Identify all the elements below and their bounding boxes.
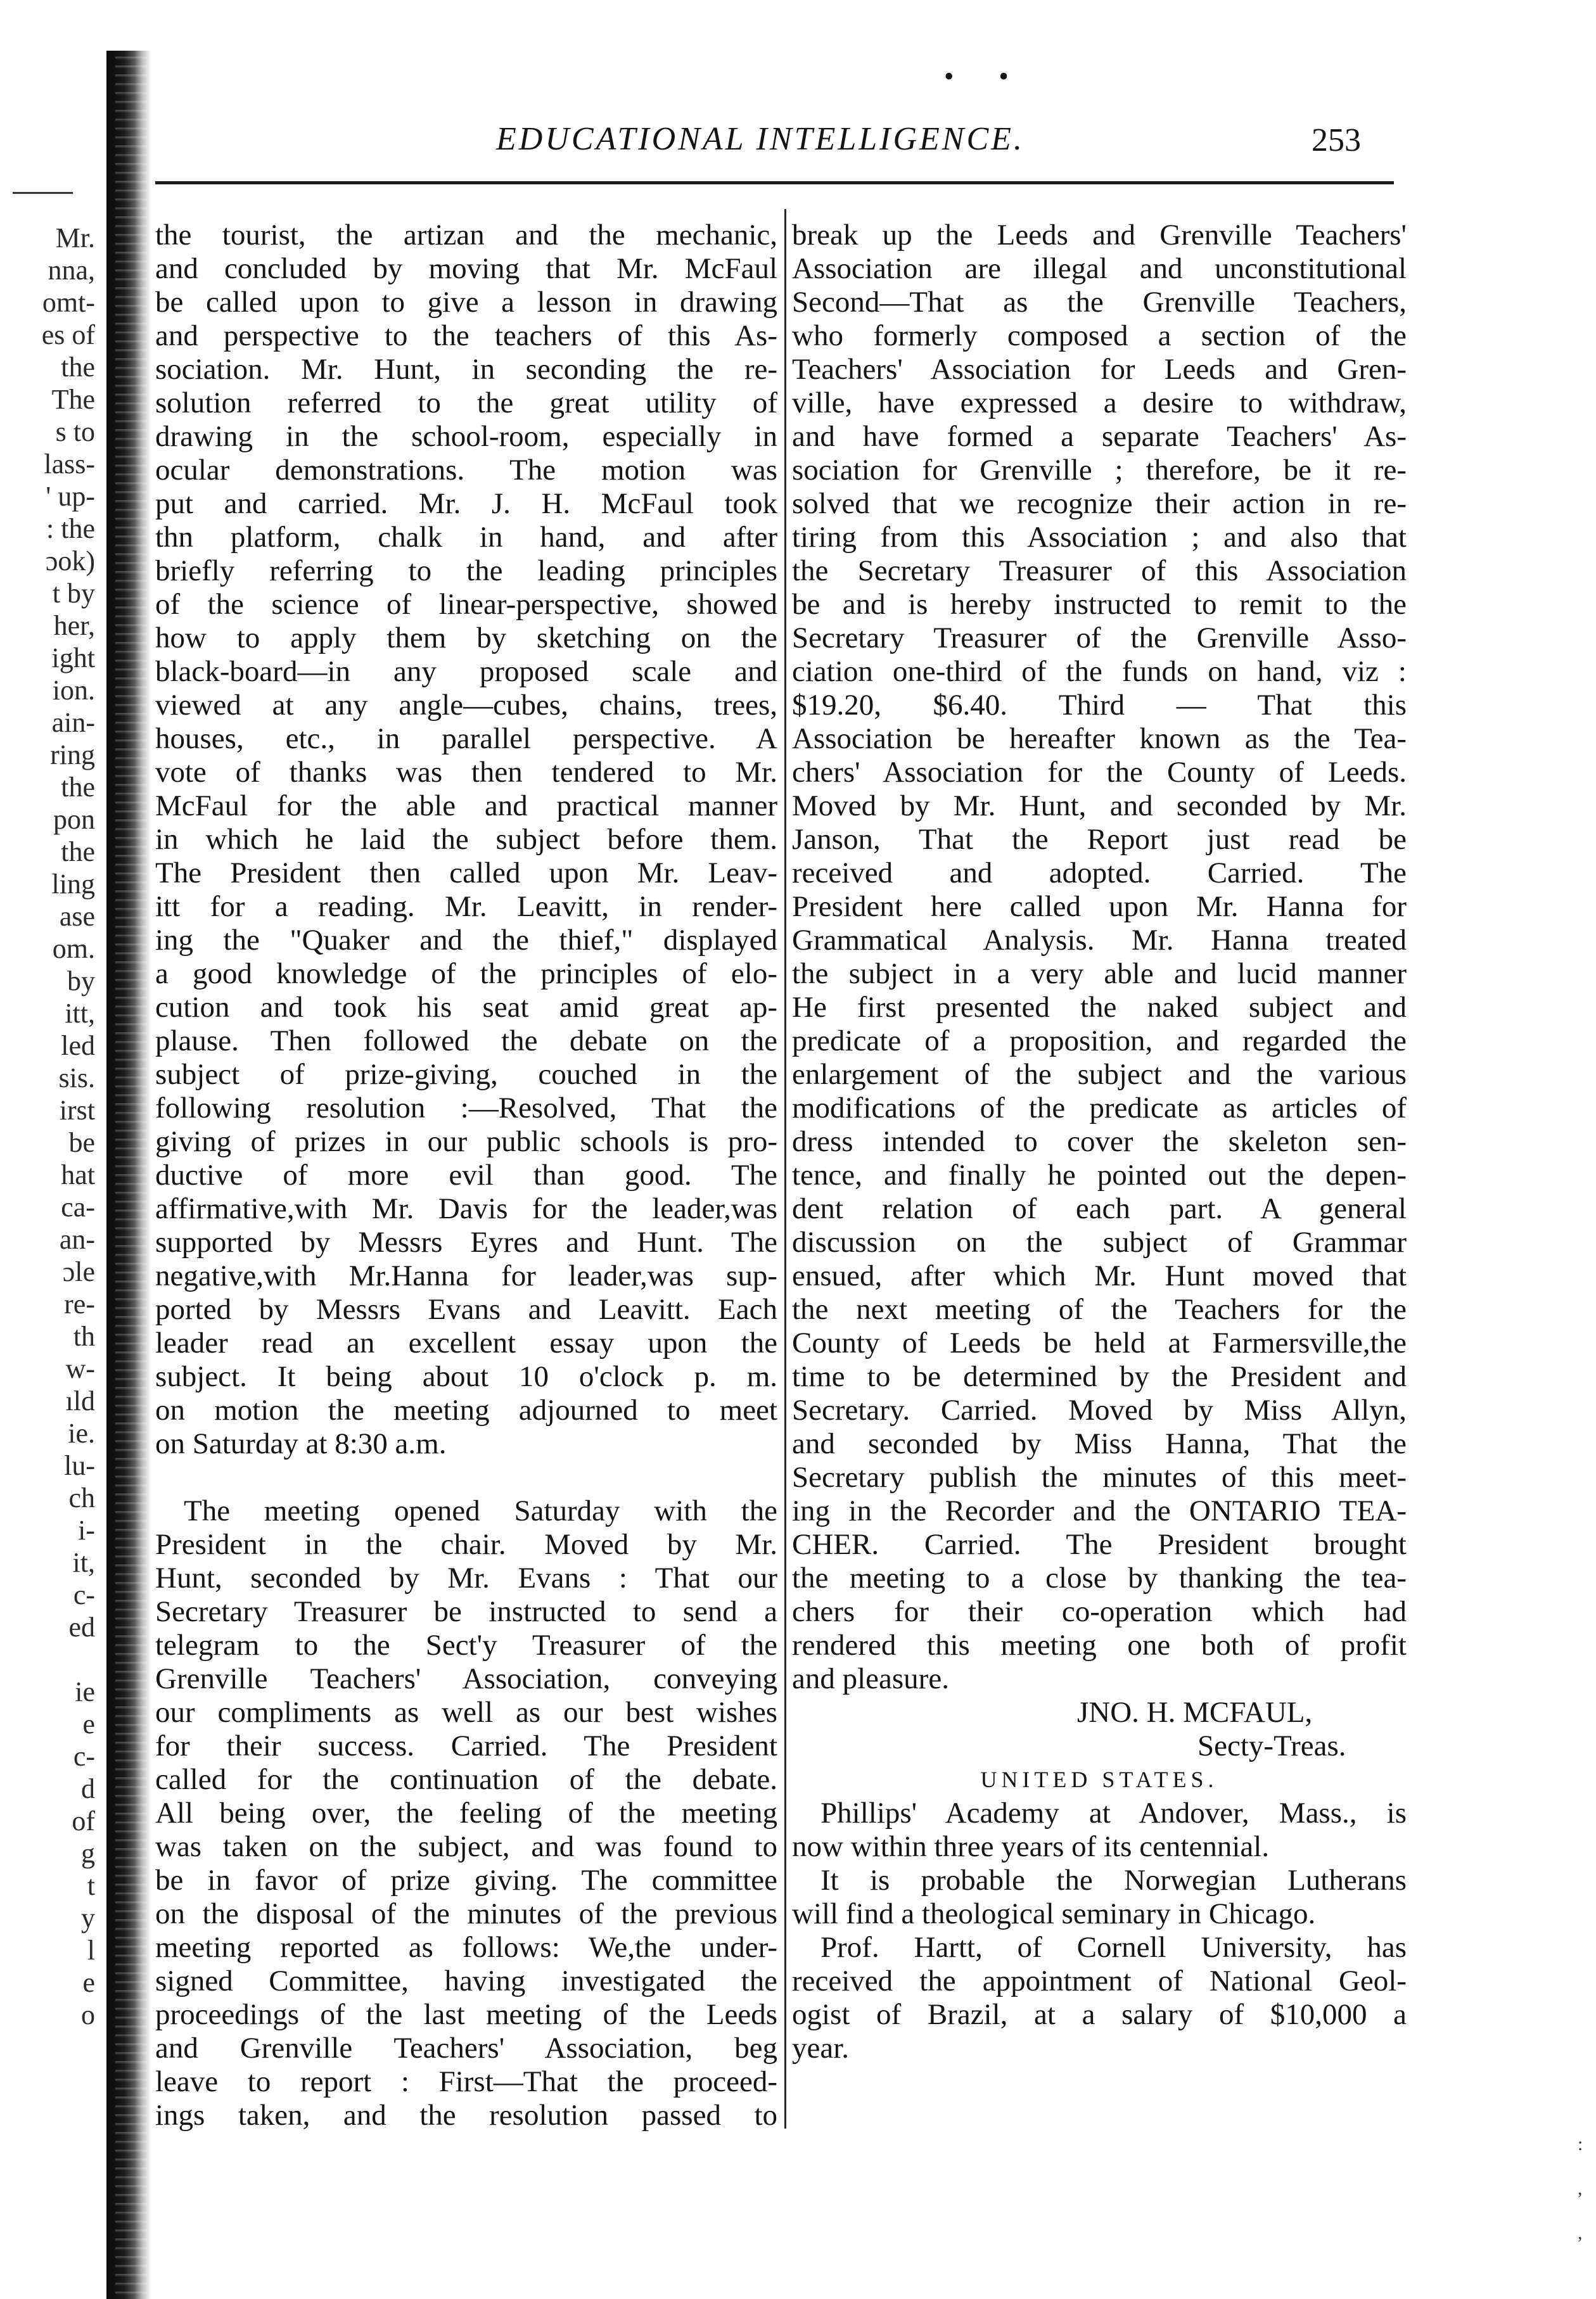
facing-page-fragment: i- bbox=[78, 1515, 95, 1546]
text-line: now within three years of its centennial. bbox=[792, 1830, 1270, 1863]
text-line: ings taken, and the resolution passed to bbox=[155, 2099, 777, 2132]
text-line: ductive of more evil than good. The bbox=[155, 1159, 777, 1192]
facing-page-fragment: of bbox=[72, 1805, 95, 1837]
facing-page-fragment: her, bbox=[53, 610, 95, 641]
text-line: ville, have expressed a desire to withdraw, bbox=[792, 386, 1407, 419]
facing-page-fragment: ıld bbox=[65, 1385, 95, 1417]
text-line: Hunt, seconded by Mr. Evans : That our bbox=[155, 1562, 777, 1595]
facing-page-fragment: The bbox=[51, 384, 95, 415]
facing-page-fragment: ase bbox=[59, 901, 95, 932]
facing-page-fragment: c- bbox=[73, 1741, 95, 1772]
text-line: subject. It being about 10 o'clock p. m. bbox=[155, 1360, 777, 1393]
text-column-left bbox=[155, 219, 777, 2132]
facing-page-fragment: e bbox=[82, 1709, 95, 1740]
text-line: and seconded by Miss Hanna, That the bbox=[792, 1427, 1407, 1460]
facing-page-fragment: lu- bbox=[64, 1450, 95, 1481]
facing-page-fragment: be bbox=[68, 1127, 95, 1158]
text-line: the subject in a very able and lucid manner bbox=[792, 957, 1407, 990]
facing-page-fragment: d bbox=[81, 1773, 95, 1804]
facing-page-fragment: the bbox=[61, 836, 95, 867]
text-line: on motion the meeting adjourned to meet bbox=[155, 1394, 777, 1427]
facing-page-fragment: hat bbox=[61, 1159, 95, 1190]
text-line: Secretary publish the minutes of this meet- bbox=[792, 1461, 1407, 1494]
facing-page-fragment: om. bbox=[52, 933, 95, 964]
text-line: in which he laid the subject before them. bbox=[155, 823, 777, 856]
text-line: giving of prizes in our public schools is pro- bbox=[155, 1125, 777, 1158]
facing-page-fragment: itt, bbox=[65, 998, 95, 1029]
text-line: the tourist, the artizan and the mechanic, bbox=[155, 219, 777, 252]
facing-page-fragment: ch bbox=[68, 1482, 95, 1513]
text-line: Teachers' Association for Leeds and Gren- bbox=[792, 353, 1407, 386]
facing-page-fragment: re- bbox=[64, 1289, 95, 1320]
text-line: McFaul for the able and practical manner bbox=[155, 789, 777, 822]
text-line: CHER. Carried. The President brought bbox=[792, 1528, 1407, 1561]
text-line: on Saturday at 8:30 a.m. bbox=[155, 1427, 447, 1460]
facing-page-fragment: s to bbox=[55, 416, 95, 447]
signature-line: Secty-Treas. bbox=[1197, 1729, 1346, 1762]
text-line: Janson, That the Report just read be bbox=[792, 823, 1407, 856]
header-rule bbox=[155, 181, 1394, 184]
column-divider bbox=[784, 209, 786, 2129]
text-line: tiring from this Association ; and also that bbox=[792, 521, 1407, 554]
text-line: Association are illegal and unconstitutional bbox=[792, 252, 1407, 285]
text-line: chers' Association for the County of Leeds. bbox=[792, 756, 1407, 789]
facing-page-fragment: t bbox=[87, 1870, 95, 1901]
text-line: time to be determined by the President and bbox=[792, 1360, 1407, 1393]
text-line: on the disposal of the minutes of the previous bbox=[155, 1897, 777, 1930]
text-line: the Secretary Treasurer of this Association bbox=[792, 554, 1407, 587]
text-line: be called upon to give a lesson in drawing bbox=[155, 286, 777, 319]
text-line: of the science of linear-perspective, showed bbox=[155, 588, 777, 621]
facing-page-fragment: led bbox=[61, 1030, 95, 1061]
text-line: briefly referring to the leading principles bbox=[155, 554, 777, 587]
text-line: year. bbox=[792, 2032, 850, 2065]
text-line: ing the "Quaker and the thief," displayed bbox=[155, 924, 777, 957]
text-line: discussion on the subject of Grammar bbox=[792, 1226, 1407, 1259]
text-line: received and adopted. Carried. The bbox=[792, 857, 1407, 889]
facing-page-fragment: ain- bbox=[51, 707, 95, 738]
text-line: be in favor of prize giving. The committee bbox=[155, 1864, 777, 1897]
text-line: break up the Leeds and Grenville Teachers' bbox=[792, 219, 1407, 252]
text-line: enlargement of the subject and the various bbox=[792, 1058, 1407, 1091]
text-line: be and is hereby instructed to remit to the bbox=[792, 588, 1407, 621]
facing-page-fragment: omt- bbox=[42, 287, 95, 318]
text-line: a good knowledge of the principles of elo- bbox=[155, 957, 777, 990]
facing-page-fragment: c- bbox=[73, 1579, 95, 1610]
text-line: Phillips' Academy at Andover, Mass., is bbox=[820, 1797, 1407, 1830]
text-line: dress intended to cover the skeleton sen- bbox=[792, 1125, 1407, 1158]
text-line: subject of prize-giving, couched in the bbox=[155, 1058, 777, 1091]
text-line: President here called upon Mr. Hanna for bbox=[792, 890, 1407, 923]
text-line: will find a theological seminary in Chicago. bbox=[792, 1897, 1316, 1930]
text-line: affirmative,with Mr. Davis for the leader,was bbox=[155, 1192, 777, 1225]
text-line: our compliments as well as our best wishes bbox=[155, 1696, 777, 1729]
text-line: leader read an excellent essay upon the bbox=[155, 1327, 777, 1360]
text-line: thn platform, chalk in hand, and after bbox=[155, 521, 777, 554]
text-column-right bbox=[792, 219, 1407, 2065]
text-line: drawing in the school-room, especially in bbox=[155, 420, 777, 453]
text-line: ogist of Brazil, at a salary of $10,000 a bbox=[792, 1998, 1407, 2031]
text-line: The meeting opened Saturday with the bbox=[184, 1494, 777, 1527]
text-line: Grenville Teachers' Association, conveying bbox=[155, 1662, 777, 1695]
text-line: vote of thanks was then tendered to Mr. bbox=[155, 756, 777, 789]
text-line: $19.20, $6.40. Third — That this bbox=[792, 689, 1407, 722]
text-line: Moved by Mr. Hunt, and seconded by Mr. bbox=[792, 789, 1407, 822]
text-line: Secretary Treasurer of the Grenville Asso- bbox=[792, 621, 1407, 654]
text-line: itt for a reading. Mr. Leavitt, in render- bbox=[155, 890, 777, 923]
text-line: and Grenville Teachers' Association, beg bbox=[155, 2032, 777, 2065]
text-line: sociation for Grenville ; therefore, be it re- bbox=[792, 454, 1407, 487]
text-line: the next meeting of the Teachers for the bbox=[792, 1293, 1407, 1326]
text-line: who formerly composed a section of the bbox=[792, 319, 1407, 352]
text-line: Grammatical Analysis. Mr. Hanna treated bbox=[792, 924, 1407, 957]
text-line: dent relation of each part. A general bbox=[792, 1192, 1407, 1225]
facing-page-fragment: o bbox=[81, 1999, 95, 2030]
text-line: how to apply them by sketching on the bbox=[155, 621, 777, 654]
text-line: rendered this meeting one both of profit bbox=[792, 1629, 1407, 1662]
text-line: following resolution :—Resolved, That the bbox=[155, 1092, 777, 1124]
text-line: telegram to the Sect'y Treasurer of the bbox=[155, 1629, 777, 1662]
page-number: 253 bbox=[1312, 122, 1361, 158]
text-line: plause. Then followed the debate on the bbox=[155, 1024, 777, 1057]
facing-page-fragment: it, bbox=[72, 1547, 95, 1578]
text-line: Secretary Treasurer be instructed to send a bbox=[155, 1595, 777, 1628]
facing-page-bleed bbox=[0, 222, 95, 2031]
facing-page-fragment: irst bbox=[59, 1095, 95, 1126]
text-line: put and carried. Mr. J. H. McFaul took bbox=[155, 487, 777, 520]
facing-page-fragment: ɔok) bbox=[45, 545, 95, 576]
text-line: black-board—in any proposed scale and bbox=[155, 655, 777, 688]
facing-page-fragment: ie bbox=[75, 1676, 95, 1707]
facing-page-fragment bbox=[0, 1643, 95, 1676]
facing-page-fragment: ring bbox=[50, 739, 95, 770]
facing-page-fragment: y bbox=[81, 1902, 95, 1933]
running-header-title: EDUCATIONAL INTELLIGENCE. bbox=[496, 121, 1025, 157]
facing-page-fragment: e bbox=[82, 1967, 95, 1998]
facing-page-fragment: ie. bbox=[68, 1418, 95, 1449]
facing-page-fragment: pon bbox=[53, 804, 95, 835]
text-line: predicate of a proposition, and regarded the bbox=[792, 1024, 1407, 1057]
facing-page-fragment: ling bbox=[51, 869, 95, 900]
text-line: and have formed a separate Teachers' As- bbox=[792, 420, 1407, 453]
text-line: meeting reported as follows: We,the under- bbox=[155, 1931, 777, 1964]
text-line: negative,with Mr.Hanna for leader,was sup- bbox=[155, 1259, 777, 1292]
text-line bbox=[155, 1461, 777, 1494]
text-line: He first presented the naked subject and bbox=[792, 991, 1407, 1024]
section-heading: UNITED STATES. bbox=[980, 1767, 1218, 1792]
facing-page-fragment: nna, bbox=[48, 255, 95, 286]
text-line: solved that we recognize their action in re- bbox=[792, 487, 1407, 520]
facing-page-fragment: th bbox=[73, 1321, 95, 1352]
text-line: supported by Messrs Eyres and Hunt. The bbox=[155, 1226, 777, 1259]
facing-page-fragment: Mr. bbox=[55, 222, 95, 253]
signature-line: JNO. H. MCFAUL, bbox=[1077, 1696, 1313, 1729]
facing-page-fragment: t by bbox=[52, 578, 95, 609]
text-line: Prof. Hartt, of Cornell University, has bbox=[820, 1931, 1407, 1964]
facing-page-fragment: ight bbox=[51, 642, 95, 673]
text-line: and perspective to the teachers of this As- bbox=[155, 319, 777, 352]
text-line: ing in the Recorder and the ONTARIO TEA- bbox=[792, 1494, 1407, 1527]
text-line: for their success. Carried. The President bbox=[155, 1729, 777, 1762]
facing-page-fragment: w- bbox=[65, 1353, 95, 1384]
facing-page-fragment: ion. bbox=[52, 675, 95, 706]
text-line: ensued, after which Mr. Hunt moved that bbox=[792, 1259, 1407, 1292]
text-line: The President then called upon Mr. Leav- bbox=[155, 857, 777, 889]
text-line: and concluded by moving that Mr. McFaul bbox=[155, 252, 777, 285]
text-line: chers for their co-operation which had bbox=[792, 1595, 1407, 1628]
text-line: All being over, the feeling of the meeting bbox=[155, 1797, 777, 1830]
text-line: County of Leeds be held at Farmersville,the bbox=[792, 1327, 1407, 1360]
facing-page-fragment: g bbox=[81, 1838, 95, 1869]
facing-page-fragment: ' up- bbox=[46, 481, 95, 512]
text-line: sociation. Mr. Hunt, in seconding the re- bbox=[155, 353, 777, 386]
text-line: viewed at any angle—cubes, chains, trees, bbox=[155, 689, 777, 722]
facing-page-fragment: by bbox=[67, 965, 95, 997]
text-line: signed Committee, having investigated the bbox=[155, 1965, 777, 1997]
facing-page-dash bbox=[13, 192, 73, 194]
facing-page-fragment: es of bbox=[41, 319, 95, 350]
text-line: President in the chair. Moved by Mr. bbox=[155, 1528, 777, 1561]
text-line: Second—That as the Grenville Teachers, bbox=[792, 286, 1407, 319]
text-line: the meeting to a close by thanking the tea- bbox=[792, 1562, 1407, 1595]
edge-specks: : , , bbox=[1578, 2134, 1583, 2243]
text-line: It is probable the Norwegian Lutherans bbox=[820, 1864, 1407, 1897]
text-line: cution and took his seat amid great ap- bbox=[155, 991, 777, 1024]
text-line: modifications of the predicate as articles of bbox=[792, 1092, 1407, 1124]
facing-page-fragment: sis. bbox=[58, 1062, 95, 1093]
text-line: ocular demonstrations. The motion was bbox=[155, 454, 777, 487]
facing-page-fragment: ca- bbox=[61, 1192, 95, 1223]
facing-page-fragment: the bbox=[61, 352, 95, 383]
text-line: houses, etc., in parallel perspective. A bbox=[155, 722, 777, 755]
text-line: Association be hereafter known as the Tea- bbox=[792, 722, 1407, 755]
text-line: leave to report : First—That the proceed- bbox=[155, 2065, 777, 2098]
facing-page-fragment: lass- bbox=[44, 449, 95, 480]
text-line: Secretary. Carried. Moved by Miss Allyn, bbox=[792, 1394, 1407, 1427]
text-line: ported by Messrs Evans and Leavitt. Each bbox=[155, 1293, 777, 1326]
text-line: was taken on the subject, and was found to bbox=[155, 1830, 777, 1863]
text-line: received the appointment of National Geol- bbox=[792, 1965, 1407, 1997]
facing-page-fragment: ɔle bbox=[62, 1256, 95, 1287]
ink-specks: • • bbox=[944, 61, 1028, 92]
text-line: proceedings of the last meeting of the Leeds bbox=[155, 1998, 777, 2031]
facing-page-fragment: : the bbox=[46, 513, 95, 544]
text-line: called for the continuation of the debate. bbox=[155, 1763, 777, 1796]
facing-page-fragment: l bbox=[87, 1935, 95, 1966]
text-line: and pleasure. bbox=[792, 1662, 949, 1695]
text-line: tence, and finally he pointed out the depen- bbox=[792, 1159, 1407, 1192]
text-line: solution referred to the great utility of bbox=[155, 386, 777, 419]
facing-page-fragment: ed bbox=[68, 1612, 95, 1643]
gutter-texture bbox=[115, 51, 147, 2299]
text-line: ciation one-third of the funds on hand, viz : bbox=[792, 655, 1407, 688]
facing-page-fragment: the bbox=[61, 772, 95, 803]
facing-page-fragment: an- bbox=[59, 1224, 95, 1255]
